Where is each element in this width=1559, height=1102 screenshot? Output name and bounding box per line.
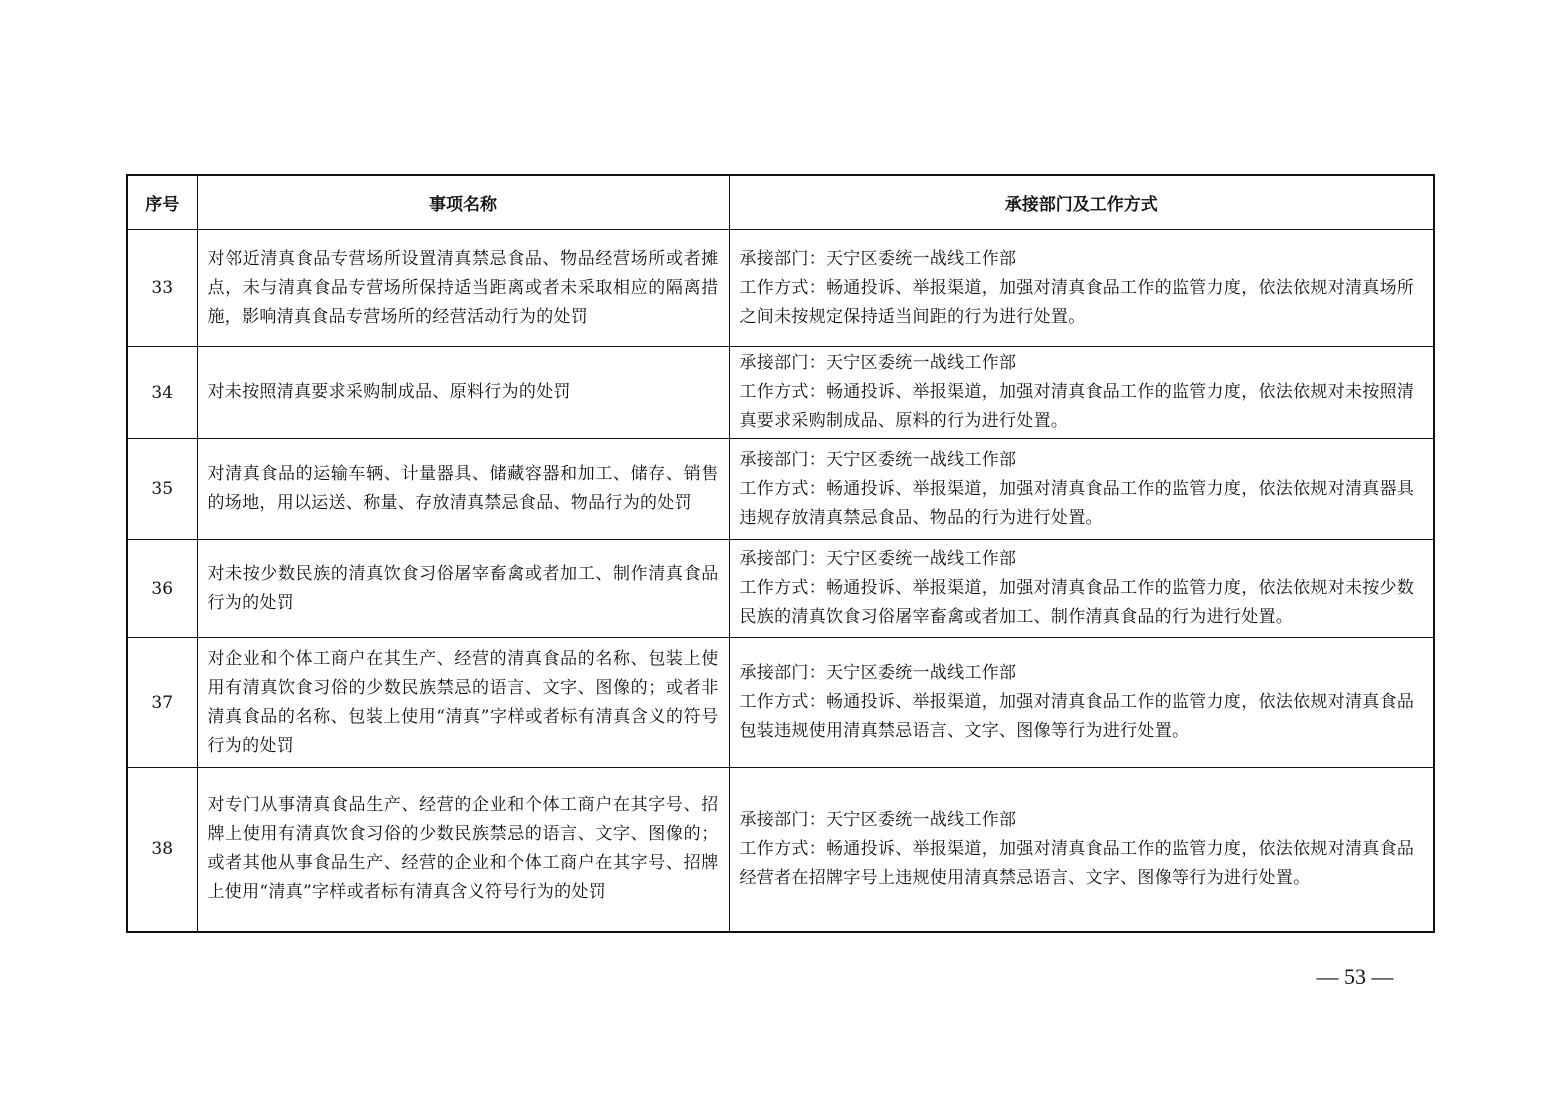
row-number: 35 — [127, 439, 197, 540]
page-number: — 53 — — [1316, 964, 1394, 989]
item-table — [126, 174, 1435, 933]
dept-cell — [729, 230, 1434, 347]
row-number: 38 — [127, 768, 197, 932]
row-number: 34 — [127, 347, 197, 439]
method-line: 工作方式：畅通投诉、举报渠道，加强对清真食品工作的监管力度，依法依规对未按照清真要求采购制成品、原料的行为进行处置。 — [739, 382, 1415, 431]
row-number: 37 — [127, 638, 197, 768]
method-line: 工作方式：畅通投诉、举报渠道，加强对清真食品工作的监管力度，依法依规对未按少数民族的清真饮食习俗屠宰畜禽或者加工、制作清真食品的行为进行处置。 — [739, 578, 1415, 627]
item-name: 对专门从事清真食品生产、经营的企业和个体工商户在其字号、招牌上使用有清真饮食习俗的少数民族禁忌的语言、文字、图像的；或者其他从事食品生产、经营的企业和个体工商户在其字号、招牌上使用“清真”字样或者标有清真含义符号行为的处罚 — [197, 768, 729, 932]
dept-line: 承接部门：天宁区委统一战线工作部 — [739, 549, 1017, 569]
method-line: 工作方式：畅通投诉、举报渠道，加强对清真食品工作的监管力度，依法依规对清真食品经营者在招牌字号上违规使用清真禁忌语言、文字、图像等行为进行处置。 — [739, 838, 1415, 888]
method-line: 工作方式：畅通投诉、举报渠道，加强对清真食品工作的监管力度，依法依规对清真食品包装违规使用清真禁忌语言、文字、图像等行为进行处置。 — [739, 692, 1415, 741]
item-name: 对未按少数民族的清真饮食习俗屠宰畜禽或者加工、制作清真食品行为的处罚 — [197, 540, 729, 638]
dept-cell — [729, 439, 1434, 540]
method-line: 工作方式：畅通投诉、举报渠道，加强对清真食品工作的监管力度，依法依规对清真器具违规存放清真禁忌食品、物品的行为进行处置。 — [739, 478, 1415, 528]
table-row — [127, 540, 1434, 638]
header-no: 序号 — [127, 175, 197, 230]
dept-line: 承接部门：天宁区委统一战线工作部 — [739, 809, 1017, 830]
dept-line: 承接部门：天宁区委统一战线工作部 — [739, 663, 1017, 683]
table-row — [127, 439, 1434, 540]
table-row — [127, 768, 1434, 932]
dept-line: 承接部门：天宁区委统一战线工作部 — [739, 248, 1017, 269]
dept-line: 承接部门：天宁区委统一战线工作部 — [739, 449, 1017, 470]
dept-cell — [729, 768, 1434, 932]
table-row — [127, 230, 1434, 347]
header-name: 事项名称 — [197, 175, 729, 230]
row-number: 36 — [127, 540, 197, 638]
dept-cell — [729, 347, 1434, 439]
header-dept: 承接部门及工作方式 — [729, 175, 1434, 230]
item-name: 对企业和个体工商户在其生产、经营的清真食品的名称、包装上使用有清真饮食习俗的少数民族禁忌的语言、文字、图像的；或者非清真食品的名称、包装上使用“清真”字样或者标有清真含义的符号行为的处罚 — [197, 638, 729, 768]
dept-line: 承接部门：天宁区委统一战线工作部 — [739, 353, 1017, 373]
table-row — [127, 347, 1434, 439]
dept-cell — [729, 540, 1434, 638]
dept-cell — [729, 638, 1434, 768]
method-line: 工作方式：畅通投诉、举报渠道，加强对清真食品工作的监管力度，依法依规对清真场所之间未按规定保持适当间距的行为进行处置。 — [739, 277, 1415, 327]
item-name: 对未按照清真要求采购制成品、原料行为的处罚 — [197, 347, 729, 439]
header-row — [127, 175, 1434, 230]
table-row — [127, 638, 1434, 768]
item-name: 对清真食品的运输车辆、计量器具、储藏容器和加工、储存、销售的场地，用以运送、称量、存放清真禁忌食品、物品行为的处罚 — [197, 439, 729, 540]
row-number: 33 — [127, 230, 197, 347]
item-name: 对邻近清真食品专营场所设置清真禁忌食品、物品经营场所或者摊点，未与清真食品专营场所保持适当距离或者未采取相应的隔离措施，影响清真食品专营场所的经营活动行为的处罚 — [197, 230, 729, 347]
